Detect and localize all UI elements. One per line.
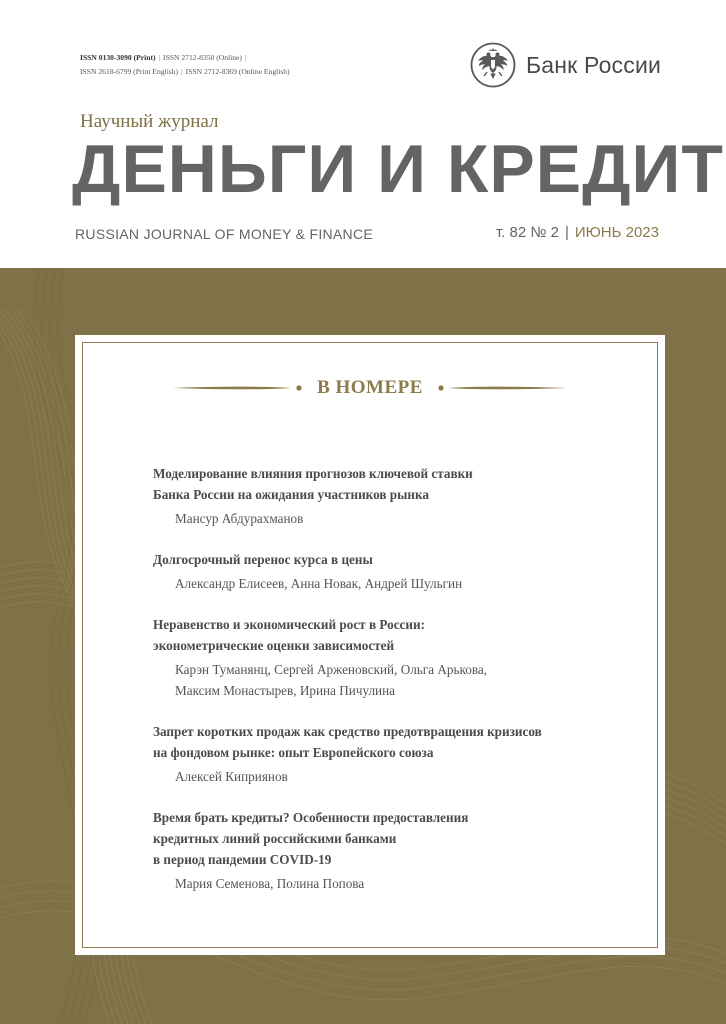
journal-english-title: RUSSIAN JOURNAL OF MONEY & FINANCE	[75, 226, 374, 242]
double-headed-eagle-icon	[470, 42, 516, 88]
ornament-right-icon	[435, 383, 567, 393]
volume-number: т. 82 № 2	[495, 224, 559, 241]
issn-line-2: ISSN 2618-6799 (Print English) | ISSN 2712-8369 (Online English)	[80, 67, 290, 76]
bank-name: Банк России	[526, 51, 662, 78]
issn-print-english: ISSN 2618-6799 (Print English)	[80, 67, 179, 76]
article-title: Время брать кредиты? Особенности предоставления кредитных линий российскими банками в период пандемии COVID-19	[153, 810, 469, 867]
article-authors: Мансур Абдурахманов	[175, 511, 304, 526]
issn-print: ISSN 0130-3090 (Print)	[80, 53, 156, 62]
issn-line-1: ISSN 0130-3090 (Print) | ISSN 2712-8350 (Online) |	[80, 53, 247, 62]
bank-logo	[470, 41, 661, 89]
contents-heading	[75, 377, 665, 399]
article-item[interactable]	[153, 721, 623, 787]
article-title: Моделирование влияния прогнозов ключевой ставки Банка России на ожидания участников рынка	[153, 466, 473, 502]
contents-panel	[75, 335, 665, 955]
article-list	[153, 463, 623, 914]
issn-online-english: ISSN 2712-8369 (Online English)	[185, 67, 290, 76]
article-authors: Алексей Киприянов	[175, 769, 288, 784]
article-title: Запрет коротких продаж как средство предотвращения кризисов на фондовом рынке: опыт Европейского союза	[153, 724, 542, 760]
article-title: Долгосрочный перенос курса в цены	[153, 552, 373, 567]
article-item[interactable]	[153, 614, 623, 701]
contents-heading-text: В НОМЕРЕ	[317, 377, 423, 398]
journal-subtitle: Научный журнал	[80, 111, 219, 132]
issue-info: т. 82 № 2 | ИЮНЬ 2023	[495, 224, 659, 241]
issn-block	[80, 51, 290, 79]
article-item[interactable]	[153, 463, 623, 529]
journal-title: ДЕНЬГИ И КРЕДИТ	[72, 131, 724, 207]
issn-online: ISSN 2712-8350 (Online)	[163, 53, 242, 62]
article-item[interactable]	[153, 807, 623, 894]
ornament-left-icon	[173, 383, 305, 393]
article-item[interactable]	[153, 549, 623, 594]
article-authors: Александр Елисеев, Анна Новак, Андрей Шульгин	[175, 576, 463, 591]
article-authors: Мария Семенова, Полина Попова	[175, 876, 365, 891]
issue-date: ИЮНЬ 2023	[574, 224, 659, 241]
article-authors: Карэн Туманянц, Сергей Арженовский, Ольга Арькова, Максим Монастырев, Ирина Пичулина	[175, 662, 488, 698]
article-title: Неравенство и экономический рост в России: эконометрические оценки зависимостей	[153, 617, 425, 653]
